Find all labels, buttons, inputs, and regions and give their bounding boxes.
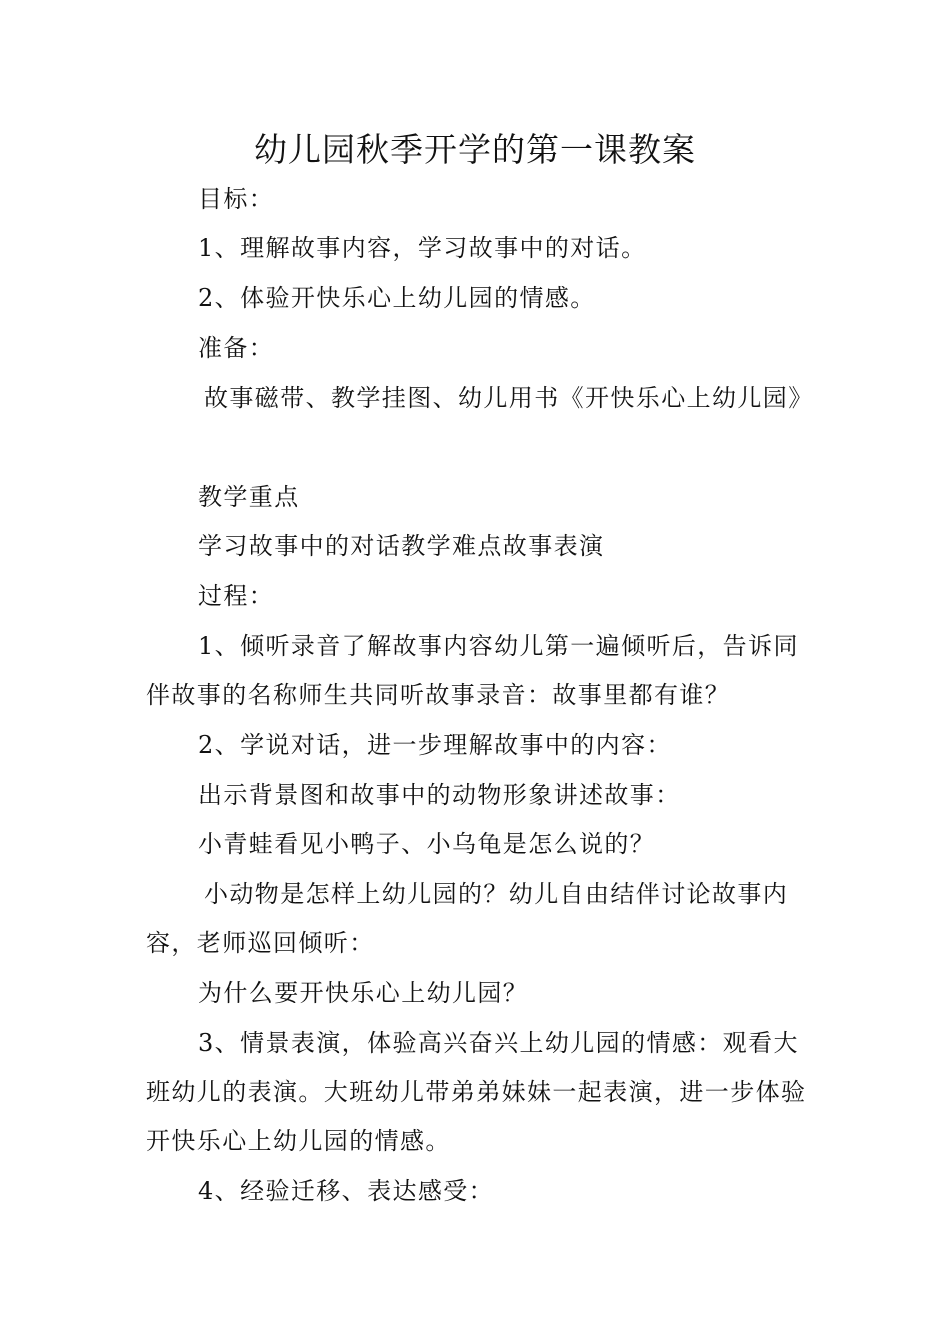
paragraph-goal-2: 2、体验开快乐心上幼儿园的情感。 [198,284,596,312]
paragraph-step-1: 1、倾听录音了解故事内容幼儿第一遍倾听后，告诉同伴故事的名称师生共同听故事录音：故事里都有谁？ [146,632,799,709]
document-title: 幼儿园秋季开学的第一课教案 [254,130,696,169]
paragraph-step-2-show: 出示背景图和故事中的动物形象讲述故事： [198,781,681,809]
paragraph-step-2: 2、学说对话，进一步理解故事中的内容： [198,731,672,759]
paragraph-goal-1: 1、理解故事内容，学习故事中的对话。 [198,234,647,262]
paragraph-key-point: 学习故事中的对话教学难点故事表演 [198,532,605,560]
paragraph-step-4: 4、经验迁移、表达感受： [198,1177,495,1205]
paragraph-prep-materials: 故事磁带、教学挂图、幼儿用书《开快乐心上幼儿园》 [204,384,814,412]
paragraph-prep-heading: 准备： [198,334,275,362]
paragraph-step-2-question-3: 为什么要开快乐心上幼儿园？ [198,979,529,1007]
paragraph-step-2-question-1: 小青蛙看见小鸭子、小乌龟是怎么说的？ [198,830,656,858]
paragraph-goal-heading: 目标： [198,185,275,213]
paragraph-key-point-heading: 教学重点 [198,483,300,511]
paragraph-step-2-question-2: 小动物是怎样上幼儿园的？幼儿自由结伴讨论故事内容，老师巡回倾听： [146,880,789,957]
paragraph-step-3: 3、情景表演，体验高兴奋兴上幼儿园的情感：观看大班幼儿的表演。大班幼儿带弟弟妹妹一起表演，进一步体验开快乐心上幼儿园的情感。 [146,1029,807,1155]
paragraph-process-heading: 过程： [198,582,275,610]
